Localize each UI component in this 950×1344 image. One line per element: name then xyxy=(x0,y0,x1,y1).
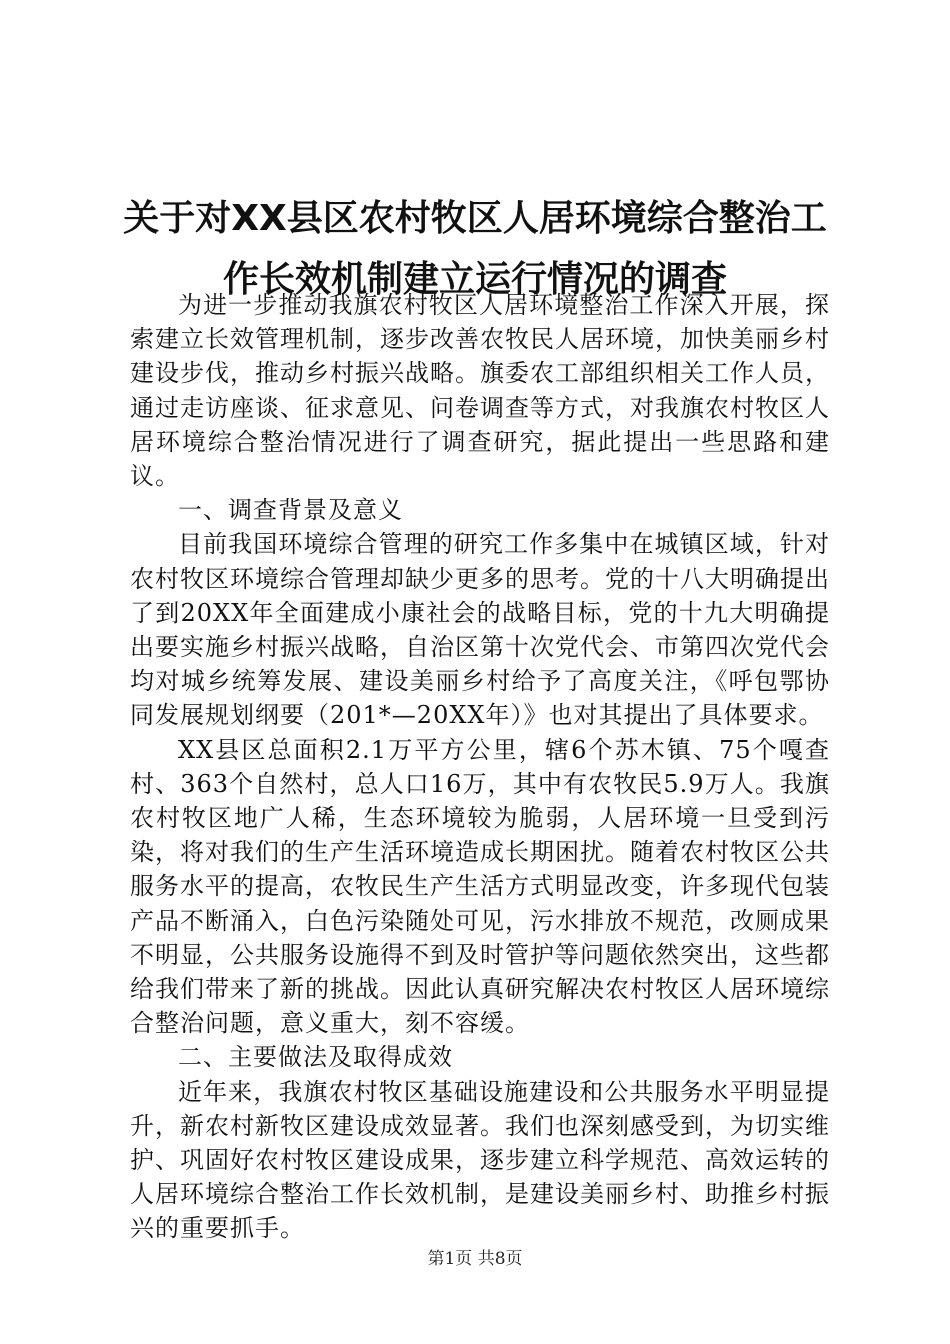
section-heading-1: 一、调查背景及意义 xyxy=(178,496,403,525)
paragraph-background: 目前我国环境综合管理的研究工作多集中在城镇区域，针对农村牧区环境综合管理却缺少更多的思考。党的十八大明确提出了到20XX年全面建成小康社会的战略目标，党的十九大明确提出要实施乡村振兴战略，自治区第十次党代会、市第四次党代会均对城乡统筹发展、建设美丽乡村给予了高度关注，《呼包鄂协同发展规划纲要（201*—20XX年）》也对其提出了具体要求。 xyxy=(130,530,830,730)
document-body xyxy=(130,288,830,1246)
paragraph-intro: 为进一步推动我旗农村牧区人居环境整治工作深入开展，探索建立长效管理机制，逐步改善农牧民人居环境，加快美丽乡村建设步伐，推动乡村振兴战略。旗委农工部组织相关工作人员，通过走访座谈、征求意见、问卷调查等方式，对我旗农村牧区人居环境综合整治情况进行了调查研究，据此提出一些思路和建议。 xyxy=(130,291,830,491)
page-number-footer: 第1页 共8页 xyxy=(427,1249,523,1269)
document-title: 关于对XX县区农村牧区人居环境综合整治工作长效机制建立运行情况的调查 xyxy=(123,198,827,300)
section-heading-2: 二、主要做法及取得成效 xyxy=(178,1043,453,1072)
paragraph-county-overview: XX县区总面积2.1万平方公里，辖6个苏木镇、75个嘎查村、363个自然村，总人口16万，其中有农牧民5.9万人。我旗农村牧区地广人稀，生态环境较为脆弱，人居环境一旦受到污染，将对我们的生产生活环境造成长期困扰。随着农村牧区公共服务水平的提高，农牧民生产生活方式明显改变，许多现代包装产品不断涌入，白色污染随处可见，污水排放不规范，改厕成果不明显，公共服务设施得不到及时管护等问题依然突出，这些都给我们带来了新的挑战。因此认真研究解决农村牧区人居环境综合整治问题，意义重大，刻不容缓。 xyxy=(130,735,830,1038)
paragraph-recent-years: 近年来，我旗农村牧区基础设施建设和公共服务水平明显提升，新农村新牧区建设成效显著。我们也深刻感受到，为切实维护、巩固好农村牧区建设成果，逐步建立科学规范、高效运转的人居环境综合整治工作长效机制，是建设美丽乡村、助推乡村振兴的重要抓手。 xyxy=(130,1077,830,1243)
